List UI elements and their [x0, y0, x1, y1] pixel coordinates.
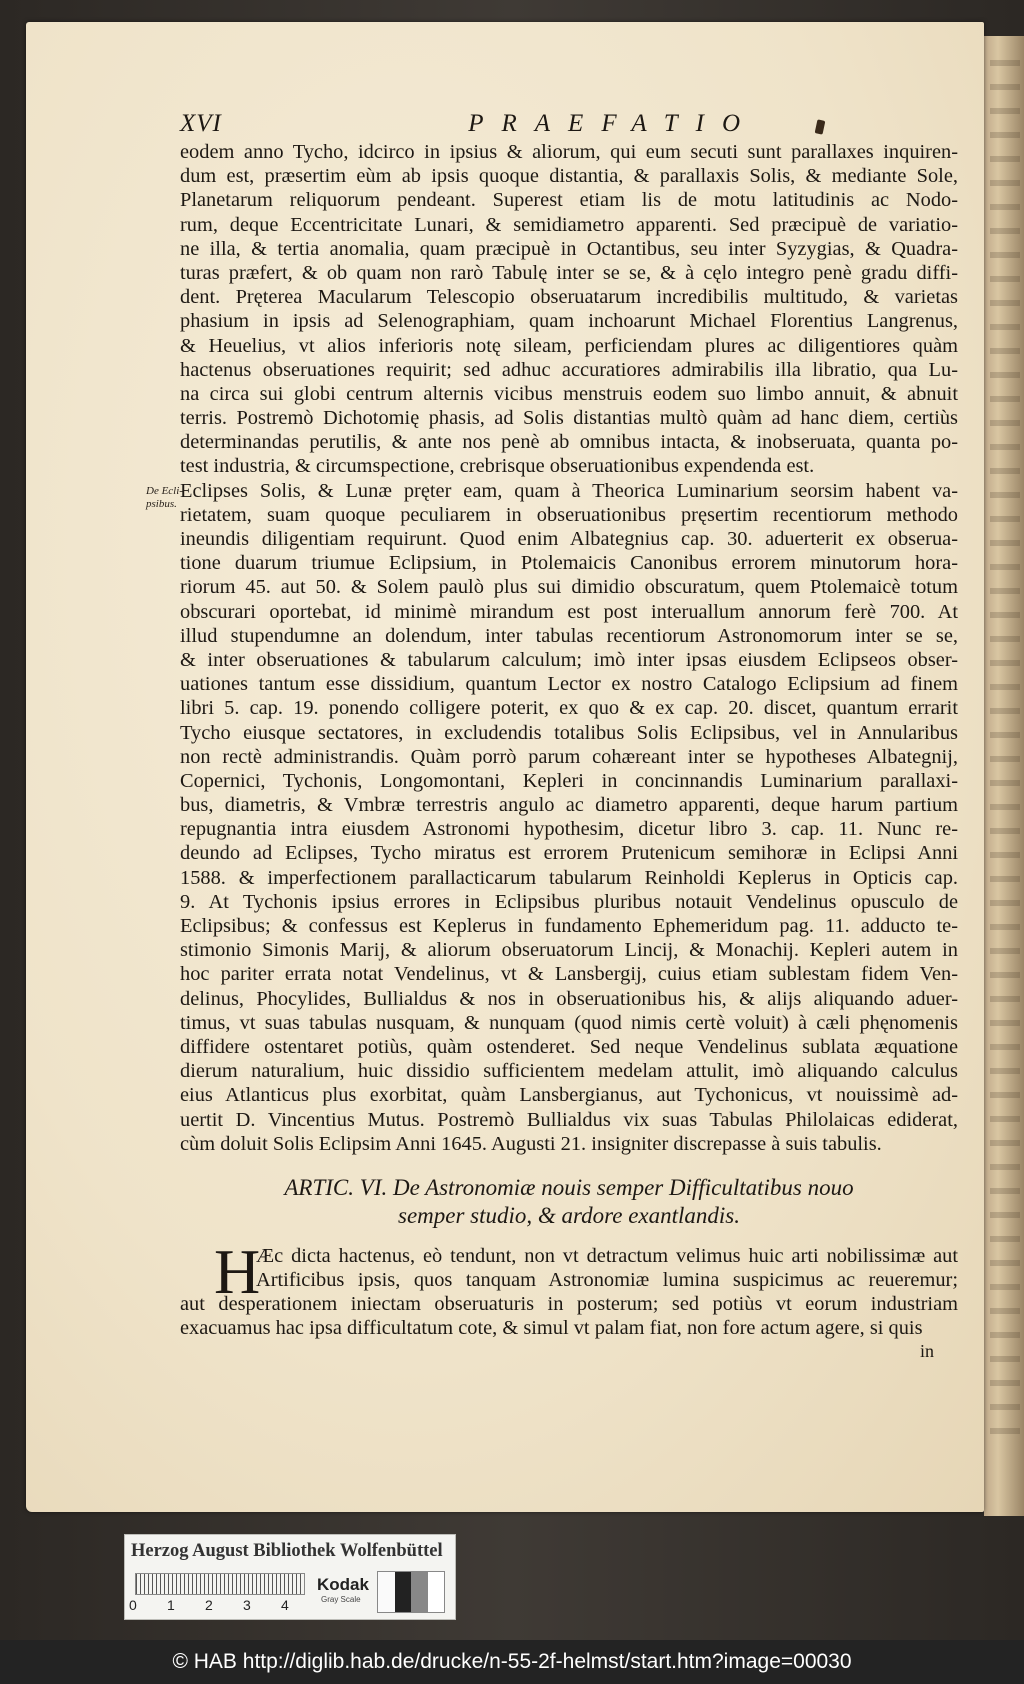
- text-line: hoc pariter errata notat Vendelinus, vt & Lansbergij, cuius etiam sublestam fidem Ven-: [180, 963, 958, 986]
- library-name: Herzog August Bibliothek Wolfenbüttel: [131, 1541, 443, 1561]
- scale-number: 2: [205, 1597, 213, 1613]
- text-line: diffidere ostentaret potiùs, quàm ostenderet. Sed neque Vendelinus sublata æquatione: [180, 1035, 958, 1058]
- text-line: bus, diametris, & Vmbræ terrestris angulo ac diametro apparenti, deque harum partium: [180, 794, 958, 817]
- text-line: dierum naturalium, huic dissidio sufficientem medelam attulit, imò aliquando calculus: [180, 1060, 958, 1083]
- text-line: aut desperationem iniectam obseruaturis in posterum; sed potiùs vt eorum industriam: [180, 1293, 958, 1316]
- scale-number: 0: [129, 1597, 137, 1613]
- gray-swatch: [377, 1571, 445, 1613]
- text-line: ineundis diligentiam requirunt. Quod enim Albategnius cap. 30. aduerterit ex obserua-: [180, 528, 958, 550]
- text-line: timus, vt suas tabulas nusquam, & nunquam (quod nimis certè voluit) à cæli phęnomenis: [180, 1011, 958, 1034]
- text-line: cùm doluit Solis Eclipsim Anni 1645. Augusti 21. insigniter discrepasse à suis tabulis.: [180, 1132, 882, 1155]
- text-line: delinus, Phocylides, Bullialdus & nos in obseruationibus his, & alijs aliquando aduer-: [180, 987, 958, 1010]
- gray-scale-label: Gray Scale: [321, 1595, 361, 1604]
- margin-note-line: De Ecli-: [146, 485, 183, 497]
- text-line: & inter obseruationes & tabularum calculum; imò inter ipsas eiusdem Eclipseos obser-: [180, 648, 958, 671]
- catchword: in: [919, 1340, 934, 1361]
- text-line: eius Atlanticus plus exorbitat, quàm Lansbergianus, aut Tychonicus, vt nouissimè ad-: [180, 1084, 958, 1107]
- margin-note-line: psibus.: [146, 498, 177, 510]
- text-line: obscurari oportebat, id minimè mirandum est post interuallum annorum ferè 700. At: [180, 600, 958, 623]
- text-line: uationes tantum esse dissidium, quantum Lector ex nostro Catalogo Eclipsium ad finem: [180, 673, 958, 696]
- paragraph-2: [180, 479, 958, 1156]
- text-line: riorum 45. aut 50. & Solem paulò plus sui dimidio obscuratum, quem Ptolemaicè totum: [180, 576, 958, 599]
- drop-cap: H: [214, 1235, 261, 1307]
- text-line: Æc dicta hactenus, eò tendunt, non vt detractum velimus huic arti nobilissimæ aut: [256, 1244, 958, 1267]
- footer-credit: © HAB http://diglib.hab.de/drucke/n-55-2f-helmst/start.htm?image=00030: [0, 1640, 1024, 1684]
- text-line: uertit D. Vincentius Mutus. Postremò Bullialdus vix suas Tabulas Philolaicas ediderat,: [180, 1108, 958, 1131]
- section-heading: [180, 1174, 958, 1230]
- text-line: 9. At Tychonis ipsius errores in Eclipsibus pluribus notauit Vendelinus opusculo de: [180, 890, 958, 913]
- scale-number: 3: [243, 1597, 251, 1613]
- text-line: determinandas perutilis, & ante nos penè ab omnibus intacta, & inobseruata, quanta po-: [180, 431, 958, 454]
- text-line: Artificibus ipsis, quos tanquam Astronomiæ lumina suspicimus ac reueremur;: [256, 1269, 958, 1292]
- text-line: illud stupendumne an dolendum, inter tabulas recentiorum Astronomorum inter se se,: [180, 624, 958, 647]
- text-line: libri 5. cap. 19. ponendo colligere poterit, ex quo & ex cap. 20. discet, quantum errarit: [180, 697, 958, 720]
- text-line: Eclipsibus; & confessus est Keplerus in fundamento Ephemeridum pag. 11. adducto te-: [180, 915, 958, 937]
- text-line: ne illa, & tertia anomalia, quam præcipuè in Octantibus, seu inter Syzygias, & Quadra-: [180, 237, 958, 260]
- text-line: turas præfert, & ob quam non rarò Tabulę inter se se, & à cęlo integro penè gradu diffi-: [180, 261, 958, 284]
- text-line: repugnantia intra eiusdem Astronomi hypothesim, dicetur libro 3. cap. 11. Nunc re-: [180, 818, 958, 841]
- section-heading-line-2: semper studio, & ardore exantlandis.: [398, 1202, 740, 1228]
- text-line: Tycho eiusque sectatores, in excludendis totalibus Solis Eclipsibus, vel in Annularibus: [180, 721, 958, 744]
- page-number: XVI: [180, 110, 222, 137]
- text-line: eodem anno Tycho, idcirco in ipsius & aliorum, qui eum secuti sunt parallaxes inquiren-: [180, 141, 958, 163]
- paragraph-3: [180, 1235, 958, 1365]
- section-heading-line-1: ARTIC. VI. De Astronomiæ nouis semper Difficultatibus nouo: [284, 1174, 854, 1200]
- text-line: dum est, præsertim eùm ab ipsis quoque distantia, & parallaxis Solis, & mediante Sole,: [180, 165, 958, 188]
- text-line: hactenus obseruationes requirit; sed adhuc accuratiores admirabilis illa libratio, qua Lu-: [180, 358, 958, 381]
- page-text: [180, 110, 958, 1365]
- text-line: exacuamus hac ipsa difficultatum cote, & simul vt palam fiat, non fore actum agere, si quis: [180, 1317, 923, 1340]
- text-line: stimonio Simonis Marij, & aliorum obseruatorum Lincij, & Monachij. Kepleri autem in: [180, 939, 958, 962]
- text-line: 1588. & imperfectionem parallacticarum tabularum Reinholdi Keplerus in Opticis cap.: [180, 866, 958, 889]
- text-line: na circa sui globi centrum alternis vicibus menstruis eodem suo limbo annuit, & abnuit: [180, 382, 958, 405]
- text-line: terris. Postremò Dichotomię phasis, ad Solis distantias multò quàm ad hanc diem, certiùs: [180, 407, 958, 430]
- text-line: rum, deque Eccentricitate Lunari, & semidiametro apparenti. Sed præcipuè de variatio-: [180, 213, 958, 236]
- paragraph-1: [180, 140, 958, 479]
- scale-number: 1: [167, 1597, 175, 1613]
- color-reference-card: [124, 1534, 456, 1620]
- text-line: test industria, & circumspectione, crebrisque obseruationibus expendenda est.: [180, 455, 815, 478]
- paragraph-3-lines: [180, 1235, 958, 1341]
- text-line: dent. Pręterea Macularum Telescopio obseruatarum incredibilis multitudo, & varietas: [180, 286, 958, 309]
- facing-page-text-shadow: [990, 60, 1020, 1440]
- text-line: Eclipses Solis, & Lunæ pręter eam, quam à Theorica Luminarium seorsim habent va-: [180, 479, 958, 502]
- scale-ruler: [135, 1573, 305, 1595]
- text-line: Planetarum reliquorum pendeant. Superest etiam lis de motu latitudinis ac Nodo-: [180, 189, 958, 212]
- text-line: non rectè administrandis. Quàm porrò parum cohæreant inter se hypotheses Albategnij,: [180, 745, 958, 768]
- text-line: & Heuelius, vt alios inferioris notę sileam, perficiendam plures ac diligentiores quàm: [180, 334, 958, 357]
- text-line: Copernici, Tychonis, Longomontani, Kepleri in concinnandis Luminarium parallaxi-: [180, 769, 958, 792]
- text-line: rietatem, suam quoque peculiarem in obseruationibus pręsertim recentiorum methodo: [180, 503, 958, 526]
- running-title: PRAEFATIO: [468, 110, 758, 137]
- text-line: deundo ad Eclipses, Tycho miratus est errorem Prutenicum semihoræ in Eclipsi Anni: [180, 842, 958, 865]
- kodak-logo: Kodak: [317, 1575, 369, 1594]
- text-line: tione duarum triumue Eclipsium, in Ptolemaicis Canonibus errorem minutorum hora-: [180, 552, 958, 575]
- running-head: [180, 110, 958, 140]
- scale-number: 4: [281, 1597, 289, 1613]
- text-line: phasium in ipsis ad Selenographiam, quam inchoarunt Michael Florentius Langrenus,: [180, 310, 958, 333]
